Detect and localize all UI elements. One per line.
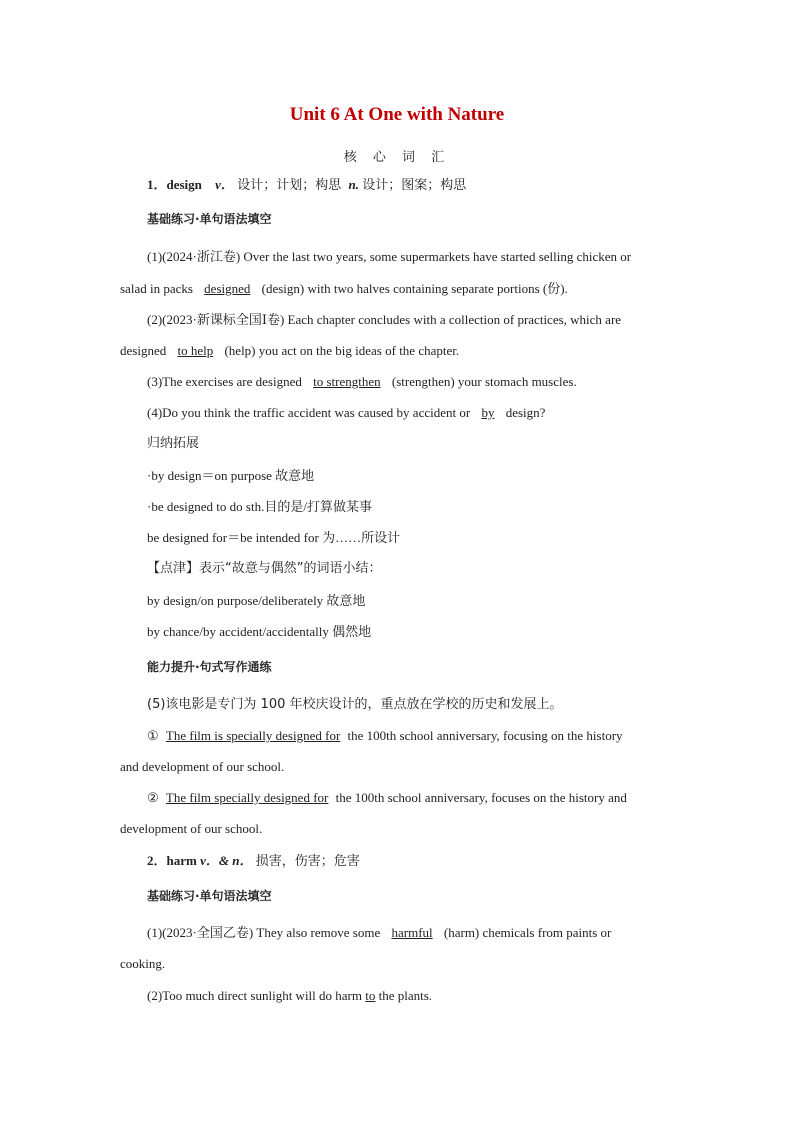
answer-blank: to xyxy=(365,988,376,1003)
section-label-basic: 基础练习·单句语法填空 xyxy=(147,889,272,903)
tip-heading: 【点津】表示“故意与偶然”的词语小结： xyxy=(147,561,382,576)
exercise-line: (5)该电影是专门为 100 年校庆设计的，重点放在学校的历史和发展上。 xyxy=(147,697,563,712)
section-label-basic: 基础练习·单句语法填空 xyxy=(147,212,272,226)
word-heading-design xyxy=(147,177,466,194)
exercise-line: and development of our school. xyxy=(120,759,285,774)
pos-label: v．& n． xyxy=(200,853,253,868)
definition: 损害，伤害；危害 xyxy=(255,854,360,869)
exercise-line xyxy=(147,728,623,744)
exercise-line xyxy=(147,988,432,1004)
word-heading-harm xyxy=(147,853,360,870)
text-segment: the plants. xyxy=(378,988,433,1003)
summary-item: ·by design＝on purpose 故意地 xyxy=(147,468,315,483)
tip-item: by design/on purpose/deliberately 故意地 xyxy=(147,593,366,608)
text-segment: (4)Do you think the traffic accident was caused by accident or xyxy=(147,405,471,420)
item-number: ① xyxy=(147,728,159,743)
answer-blank: The film is specially designed for xyxy=(165,728,341,743)
exercise-line xyxy=(147,405,545,421)
exercise-line: (1)(2024·浙江卷) Over the last two years, some supermarkets have started selling chicken or xyxy=(147,249,632,264)
definition: 设计；计划；构思 xyxy=(237,178,342,193)
section-header: 核 心 词 汇 xyxy=(343,150,451,165)
page-title: Unit 6 At One with Nature xyxy=(289,104,505,125)
tip-item: by chance/by accident/accidentally 偶然地 xyxy=(147,624,372,639)
exercise-line xyxy=(147,790,627,806)
word-number: 2．harm xyxy=(147,853,197,868)
text-segment: (3)The exercises are designed xyxy=(147,374,302,389)
item-number: ② xyxy=(147,790,159,805)
pos-label: v． xyxy=(215,177,234,192)
summary-label: 归纳拓展 xyxy=(147,436,200,451)
answer-blank: harmful xyxy=(391,925,433,940)
word-number: 1．design xyxy=(147,177,202,192)
text-segment: salad in packs xyxy=(120,281,193,296)
text-segment: (2)Too much direct sunlight will do harm xyxy=(147,988,362,1003)
answer-blank: designed xyxy=(204,281,251,296)
exercise-line xyxy=(147,925,611,941)
answer-blank: The film specially designed for xyxy=(165,790,329,805)
summary-item: be designed for＝be intended for 为……所设计 xyxy=(147,530,401,545)
exercise-line xyxy=(147,374,577,390)
text-segment: design? xyxy=(505,405,546,420)
answer-blank: to help xyxy=(177,343,214,358)
section-label-advanced: 能力提升·句式写作通练 xyxy=(147,660,272,674)
definition: 设计；图案；构思 xyxy=(362,178,467,193)
answer-blank: by xyxy=(481,405,495,420)
text-segment: (1)(2023·全国乙卷) They also remove some xyxy=(147,925,381,940)
summary-item: ·be designed to do sth.目的是/打算做某事 xyxy=(147,499,372,514)
exercise-line: (2)(2023·新课标全国Ⅰ卷) Each chapter concludes with a collection of practices, which are xyxy=(147,312,622,327)
text-segment: (harm) chemicals from paints or xyxy=(443,925,612,940)
exercise-line xyxy=(120,343,674,359)
exercise-line: cooking. xyxy=(120,956,166,971)
text-segment: designed xyxy=(120,343,167,358)
exercise-line: development of our school. xyxy=(120,821,263,836)
pos-label: n. xyxy=(348,177,359,192)
text-segment: (strengthen) your stomach muscles. xyxy=(391,374,577,389)
text-segment: the 100th school anniversary, focuses on the history and xyxy=(335,790,627,805)
text-segment: the 100th school anniversary, focusing on the history xyxy=(347,728,623,743)
answer-blank: to strengthen xyxy=(313,374,381,389)
text-segment: (design) with two halves containing separate portions (份). xyxy=(261,281,568,296)
exercise-line xyxy=(120,281,674,297)
text-segment: (help) you act on the big ideas of the chapter. xyxy=(224,343,460,358)
